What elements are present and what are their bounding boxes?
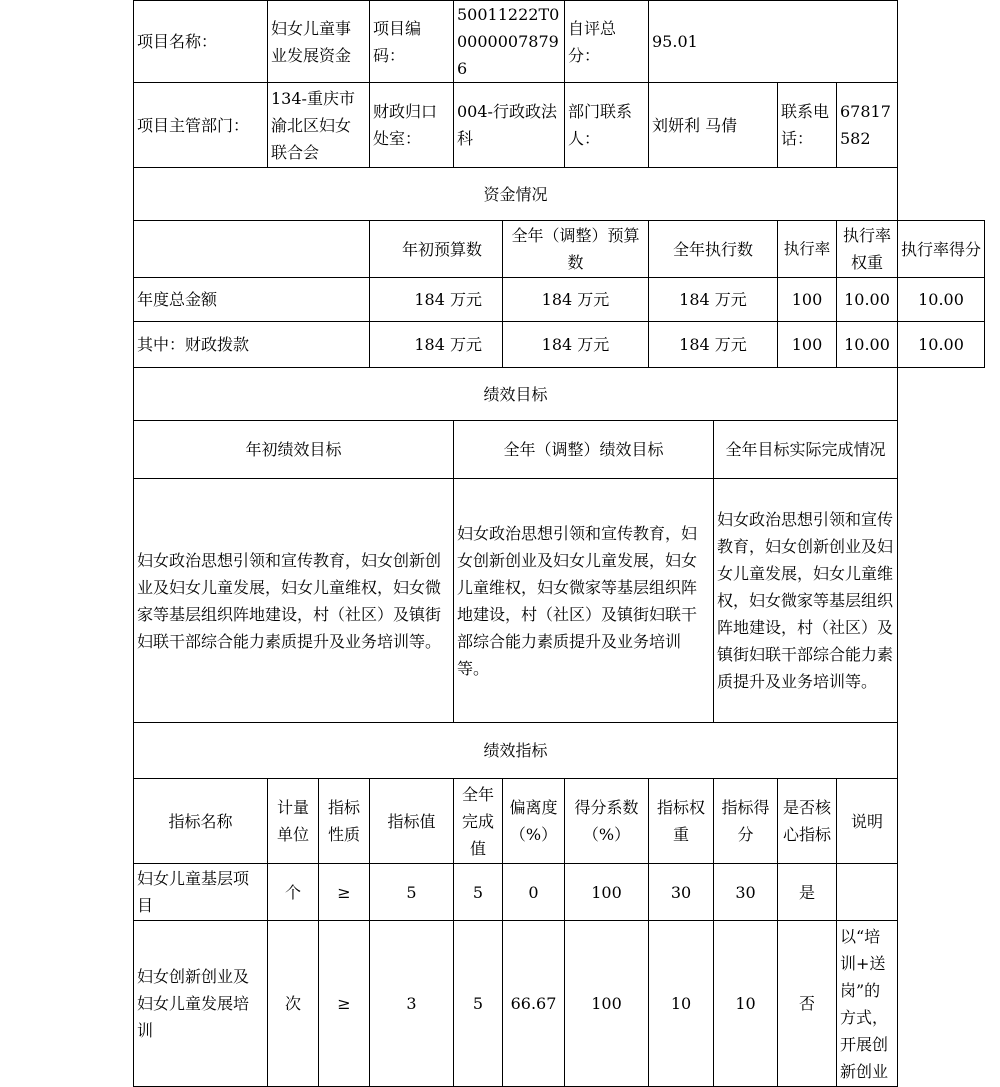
funds-header-weight: 执行率权重 (837, 221, 898, 278)
self-score-value: 95.01 (649, 1, 898, 83)
funds-executed: 184 万元 (649, 322, 778, 368)
ind-deviation: 0 (503, 864, 565, 921)
phone-value: 67817582 (837, 83, 898, 168)
funds-rate: 100 (778, 278, 837, 322)
contact-value: 刘妍利 马倩 (649, 83, 778, 168)
ind-coef: 100 (565, 864, 649, 921)
ind-header-deviation: 偏离度（%） (503, 779, 565, 864)
goals-section-title: 绩效目标 (134, 368, 898, 421)
goals-header-initial: 年初绩效目标 (134, 421, 454, 479)
goals-content-row (134, 479, 985, 723)
goals-section-row (134, 368, 985, 421)
dept-value: 134-重庆市渝北区妇女联合会 (268, 83, 370, 168)
goals-adjusted-text: 妇女政治思想引领和宣传教育，妇女创新创业及妇女儿童发展，妇女儿童维权，妇女微家等基层组织阵地建设，村（社区）及镇街妇联干部综合能力素质提升及业务培训等。 (454, 479, 714, 723)
funds-header-score: 执行率得分 (898, 221, 985, 278)
ind-weight: 30 (649, 864, 714, 921)
ind-core: 否 (778, 921, 837, 1087)
indicator-row (134, 921, 985, 1087)
ind-nature: ≥ (319, 864, 370, 921)
ind-deviation: 66.67 (503, 921, 565, 1087)
funds-section-row (134, 168, 985, 221)
project-info-row-2 (134, 83, 985, 168)
funds-row-label: 年度总金额 (134, 278, 370, 322)
goals-header-adjusted: 全年（调整）绩效目标 (454, 421, 714, 479)
ind-nature: ≥ (319, 921, 370, 1087)
funds-weight: 10.00 (837, 322, 898, 368)
ind-actual: 5 (454, 864, 503, 921)
finance-office-label: 财政归口处室： (370, 83, 454, 168)
self-score-label: 自评总分： (565, 1, 649, 83)
ind-target: 5 (370, 864, 454, 921)
project-code-label: 项目编码： (370, 1, 454, 83)
finance-office-value: 004-行政政法科 (454, 83, 565, 168)
funds-header-row (134, 221, 985, 278)
funds-header-executed: 全年执行数 (649, 221, 778, 278)
ind-unit: 个 (268, 864, 319, 921)
ind-name: 妇女儿童基层项目 (134, 864, 268, 921)
project-name-label: 项目名称： (134, 1, 268, 83)
funds-rate: 100 (778, 322, 837, 368)
ind-header-actual: 全年完成值 (454, 779, 503, 864)
ind-core: 是 (778, 864, 837, 921)
funds-row-total (134, 278, 985, 322)
ind-score: 10 (714, 921, 778, 1087)
ind-header-score: 指标得分 (714, 779, 778, 864)
funds-row-fiscal (134, 322, 985, 368)
ind-header-nature: 指标性质 (319, 779, 370, 864)
indicators-section-row (134, 723, 985, 779)
ind-header-target: 指标值 (370, 779, 454, 864)
project-name-value: 妇女儿童事业发展资金 (268, 1, 370, 83)
funds-score: 10.00 (898, 278, 985, 322)
funds-score: 10.00 (898, 322, 985, 368)
funds-header-adjusted: 全年（调整）预算数 (503, 221, 649, 278)
indicators-section-title: 绩效指标 (134, 723, 898, 779)
ind-header-coef: 得分系数（%） (565, 779, 649, 864)
ind-unit: 次 (268, 921, 319, 1087)
project-info-row-1 (134, 1, 985, 83)
ind-header-note: 说明 (837, 779, 898, 864)
funds-row-label: 其中：财政拨款 (134, 322, 370, 368)
ind-header-core: 是否核心指标 (778, 779, 837, 864)
ind-note: 以“培训+送岗”的方式，开展创新创业 (837, 921, 898, 1087)
phone-label: 联系电话： (778, 83, 837, 168)
indicator-row (134, 864, 985, 921)
funds-executed: 184 万元 (649, 278, 778, 322)
ind-coef: 100 (565, 921, 649, 1087)
ind-target: 3 (370, 921, 454, 1087)
ind-weight: 10 (649, 921, 714, 1087)
indicators-header-row (134, 779, 985, 864)
funds-header-rate: 执行率 (778, 221, 837, 278)
funds-initial: 184 万元 (370, 322, 503, 368)
goals-actual-text: 妇女政治思想引领和宣传教育，妇女创新创业及妇女儿童发展，妇女儿童维权，妇女微家等基层组织阵地建设，村（社区）及镇街妇联干部综合能力素质提升及业务培训等。 (714, 479, 898, 723)
ind-name: 妇女创新创业及妇女儿童发展培训 (134, 921, 268, 1087)
goals-header-row (134, 421, 985, 479)
funds-adjusted: 184 万元 (503, 278, 649, 322)
project-code-value: 50011222T000000078796 (454, 1, 565, 83)
ind-score: 30 (714, 864, 778, 921)
ind-header-name: 指标名称 (134, 779, 268, 864)
funds-header-initial: 年初预算数 (370, 221, 503, 278)
funds-section-title: 资金情况 (134, 168, 898, 221)
contact-label: 部门联系人： (565, 83, 649, 168)
ind-actual: 5 (454, 921, 503, 1087)
ind-header-weight: 指标权重 (649, 779, 714, 864)
funds-adjusted: 184 万元 (503, 322, 649, 368)
dept-label: 项目主管部门： (134, 83, 268, 168)
performance-self-evaluation-table (133, 0, 985, 1087)
funds-initial: 184 万元 (370, 278, 503, 322)
ind-note (837, 864, 898, 921)
ind-header-unit: 计量单位 (268, 779, 319, 864)
funds-header-empty (134, 221, 370, 278)
funds-weight: 10.00 (837, 278, 898, 322)
goals-initial-text: 妇女政治思想引领和宣传教育，妇女创新创业及妇女儿童发展，妇女儿童维权，妇女微家等基层组织阵地建设，村（社区）及镇街妇联干部综合能力素质提升及业务培训等。 (134, 479, 454, 723)
goals-header-actual: 全年目标实际完成情况 (714, 421, 898, 479)
